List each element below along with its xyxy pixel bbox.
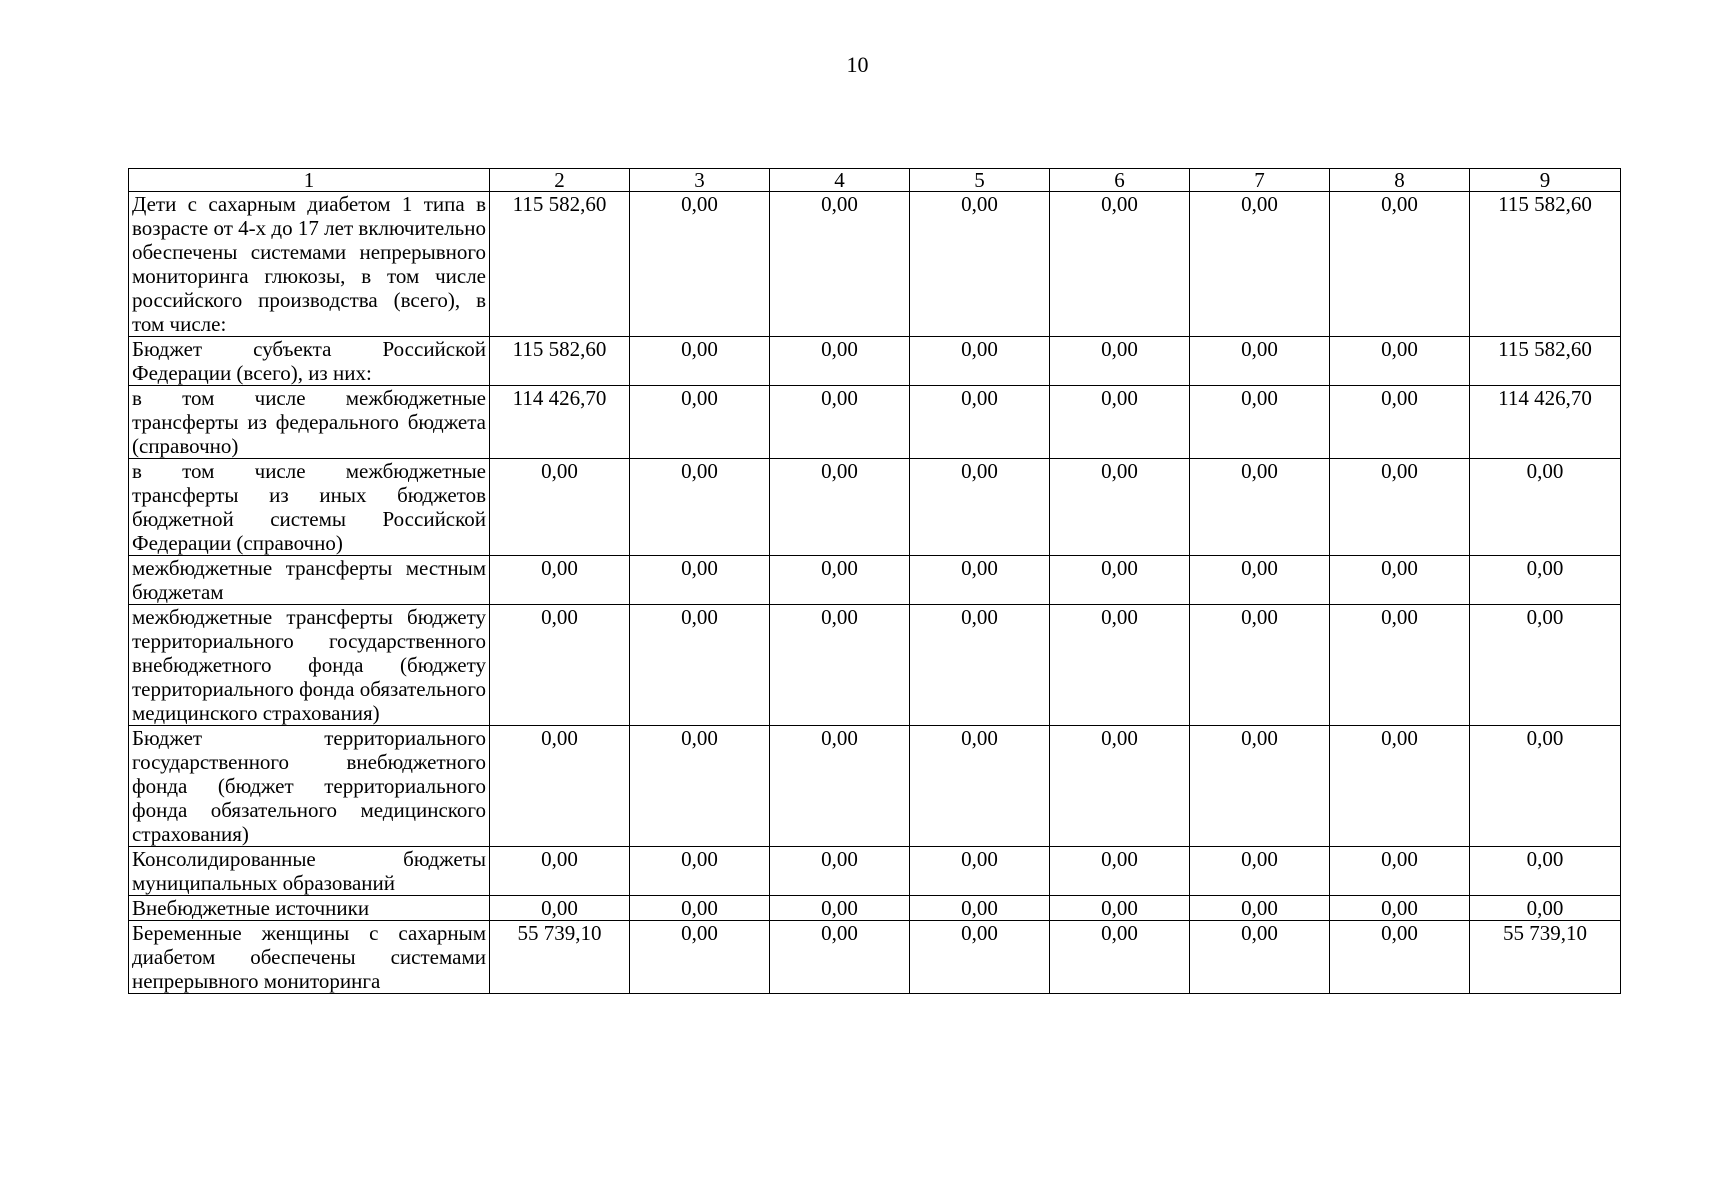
table-row — [129, 921, 1621, 994]
value-cell: 0,00 — [1190, 386, 1330, 459]
value-cell: 0,00 — [1470, 847, 1621, 896]
value-cell: 0,00 — [770, 847, 910, 896]
table-row — [129, 726, 1621, 847]
value-cell: 0,00 — [1050, 337, 1190, 386]
value-cell: 0,00 — [1190, 192, 1330, 337]
value-cell: 0,00 — [490, 896, 630, 921]
column-header: 2 — [490, 169, 630, 192]
row-label: Бюджет территориального государственного внебюджетного фонда (бюджет территориального фонда обязательного медицинского страхования) — [129, 726, 490, 847]
value-cell: 0,00 — [1330, 605, 1470, 726]
value-cell: 115 582,60 — [490, 337, 630, 386]
table-row — [129, 896, 1621, 921]
value-cell: 0,00 — [490, 847, 630, 896]
value-cell: 0,00 — [630, 726, 770, 847]
table-row — [129, 337, 1621, 386]
value-cell: 115 582,60 — [490, 192, 630, 337]
row-label: в том числе межбюджетные трансферты из иных бюджетов бюджетной системы Российской Федерации (справочно) — [129, 459, 490, 556]
value-cell: 0,00 — [630, 921, 770, 994]
value-cell: 0,00 — [1050, 386, 1190, 459]
row-label: Консолидированные бюджеты муниципальных образований — [129, 847, 490, 896]
value-cell: 0,00 — [1190, 337, 1330, 386]
value-cell: 0,00 — [1190, 726, 1330, 847]
value-cell: 0,00 — [490, 726, 630, 847]
value-cell: 0,00 — [630, 896, 770, 921]
value-cell: 0,00 — [1330, 386, 1470, 459]
value-cell: 55 739,10 — [490, 921, 630, 994]
table-row — [129, 556, 1621, 605]
row-label: межбюджетные трансферты местным бюджетам — [129, 556, 490, 605]
value-cell: 0,00 — [1190, 847, 1330, 896]
value-cell: 114 426,70 — [490, 386, 630, 459]
column-header: 5 — [910, 169, 1050, 192]
value-cell: 0,00 — [490, 556, 630, 605]
value-cell: 0,00 — [630, 192, 770, 337]
column-header: 8 — [1330, 169, 1470, 192]
value-cell: 0,00 — [1470, 896, 1621, 921]
value-cell: 0,00 — [1330, 192, 1470, 337]
row-label: в том числе межбюджетные трансферты из федерального бюджета (справочно) — [129, 386, 490, 459]
value-cell: 0,00 — [910, 459, 1050, 556]
value-cell: 115 582,60 — [1470, 337, 1621, 386]
column-header: 3 — [630, 169, 770, 192]
value-cell: 0,00 — [1470, 726, 1621, 847]
value-cell: 0,00 — [770, 556, 910, 605]
column-header: 6 — [1050, 169, 1190, 192]
table-row — [129, 459, 1621, 556]
value-cell: 0,00 — [770, 726, 910, 847]
column-header: 1 — [129, 169, 490, 192]
value-cell: 0,00 — [1470, 605, 1621, 726]
value-cell: 0,00 — [770, 337, 910, 386]
value-cell: 0,00 — [1190, 921, 1330, 994]
value-cell: 114 426,70 — [1470, 386, 1621, 459]
value-cell: 0,00 — [1190, 605, 1330, 726]
value-cell: 0,00 — [910, 386, 1050, 459]
value-cell: 0,00 — [1050, 726, 1190, 847]
value-cell: 0,00 — [910, 726, 1050, 847]
value-cell: 0,00 — [910, 192, 1050, 337]
table-row — [129, 847, 1621, 896]
value-cell: 0,00 — [770, 192, 910, 337]
value-cell: 0,00 — [1190, 459, 1330, 556]
value-cell: 0,00 — [1050, 896, 1190, 921]
row-label: Внебюджетные источники — [129, 896, 490, 921]
value-cell: 0,00 — [630, 847, 770, 896]
value-cell: 0,00 — [770, 386, 910, 459]
value-cell: 0,00 — [910, 337, 1050, 386]
value-cell: 0,00 — [770, 896, 910, 921]
column-header: 9 — [1470, 169, 1621, 192]
value-cell: 0,00 — [630, 605, 770, 726]
value-cell: 0,00 — [1190, 896, 1330, 921]
value-cell: 0,00 — [770, 459, 910, 556]
column-header: 4 — [770, 169, 910, 192]
value-cell: 0,00 — [910, 556, 1050, 605]
value-cell: 0,00 — [770, 605, 910, 726]
page-number: 10 — [846, 52, 869, 77]
value-cell: 0,00 — [770, 921, 910, 994]
value-cell: 0,00 — [1050, 605, 1190, 726]
value-cell: 0,00 — [1050, 459, 1190, 556]
table-header-row — [129, 169, 1621, 192]
value-cell: 0,00 — [1470, 556, 1621, 605]
value-cell: 0,00 — [1330, 896, 1470, 921]
value-cell: 0,00 — [490, 459, 630, 556]
row-label: Дети с сахарным диабетом 1 типа в возрасте от 4-х до 17 лет включительно обеспечены системами непрерывного мониторинга глюкозы, в том числе российского производства (всего), в том числе: — [129, 192, 490, 337]
value-cell: 0,00 — [630, 556, 770, 605]
table-row — [129, 192, 1621, 337]
budget-table — [128, 168, 1621, 994]
row-label: Беременные женщины с сахарным диабетом обеспечены системами непрерывного мониторинга — [129, 921, 490, 994]
value-cell: 0,00 — [490, 605, 630, 726]
value-cell: 0,00 — [1050, 556, 1190, 605]
value-cell: 0,00 — [1190, 556, 1330, 605]
value-cell: 0,00 — [1330, 459, 1470, 556]
row-label: межбюджетные трансферты бюджету территориального государственного внебюджетного фонда (бюджету территориального фонда обязательного медицинского страхования) — [129, 605, 490, 726]
value-cell: 0,00 — [1330, 556, 1470, 605]
value-cell: 0,00 — [1330, 847, 1470, 896]
table-row — [129, 605, 1621, 726]
row-label: Бюджет субъекта Российской Федерации (всего), из них: — [129, 337, 490, 386]
value-cell: 0,00 — [630, 459, 770, 556]
value-cell: 0,00 — [1050, 921, 1190, 994]
value-cell: 0,00 — [910, 847, 1050, 896]
value-cell: 0,00 — [910, 896, 1050, 921]
value-cell: 0,00 — [1470, 459, 1621, 556]
value-cell: 0,00 — [1330, 337, 1470, 386]
value-cell: 0,00 — [630, 337, 770, 386]
value-cell: 0,00 — [630, 386, 770, 459]
value-cell: 115 582,60 — [1470, 192, 1621, 337]
value-cell: 0,00 — [1330, 726, 1470, 847]
value-cell: 0,00 — [1050, 192, 1190, 337]
value-cell: 55 739,10 — [1470, 921, 1621, 994]
table-row — [129, 386, 1621, 459]
value-cell: 0,00 — [1330, 921, 1470, 994]
value-cell: 0,00 — [1050, 847, 1190, 896]
value-cell: 0,00 — [910, 605, 1050, 726]
value-cell: 0,00 — [910, 921, 1050, 994]
column-header: 7 — [1190, 169, 1330, 192]
